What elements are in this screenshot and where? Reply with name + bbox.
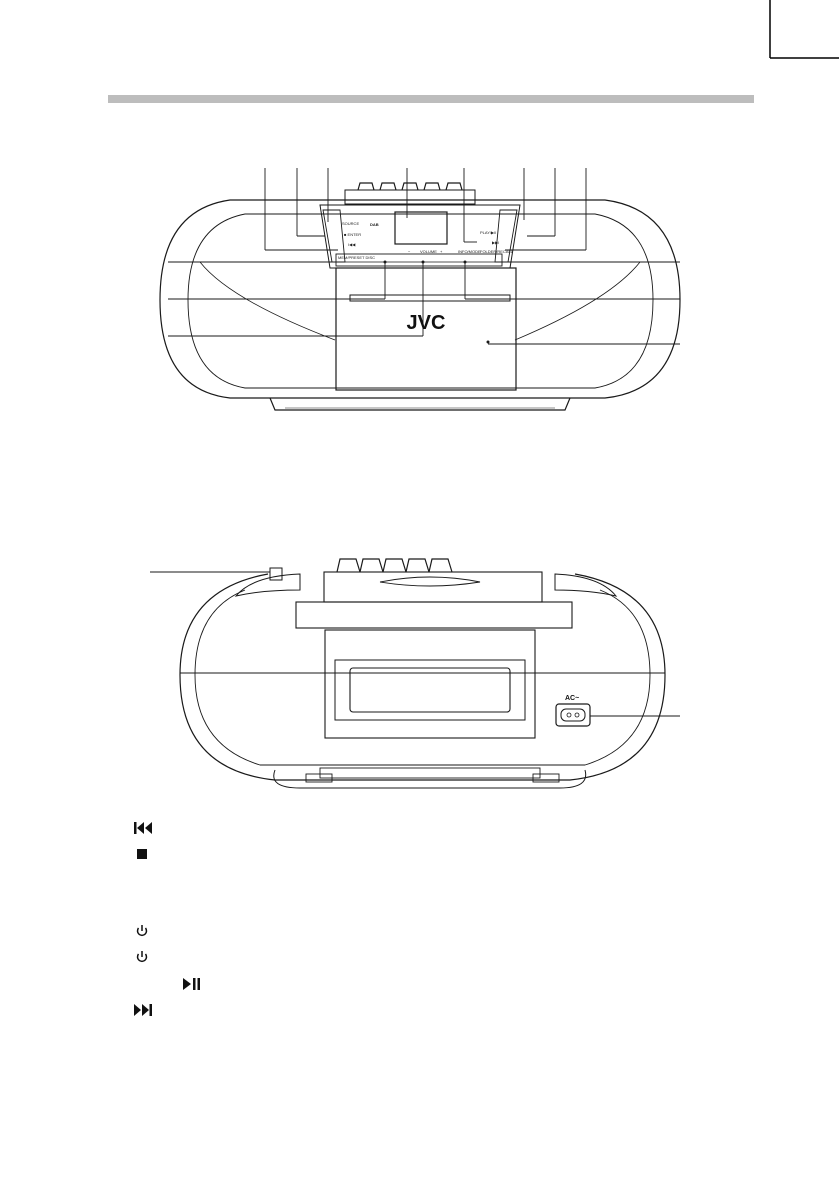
memory-label: MEM/PRESET DISC xyxy=(338,255,376,260)
section-header-bar xyxy=(108,95,754,103)
play-label: PLAY/▶II xyxy=(480,230,497,235)
list-item xyxy=(132,947,154,967)
info-label: INFO/MODE xyxy=(458,249,481,254)
page-corner-rule xyxy=(0,0,839,100)
prev-label: I◀◀ xyxy=(348,242,356,247)
list-item xyxy=(132,818,154,838)
skip-forward-icon xyxy=(132,1003,154,1017)
list-item xyxy=(132,844,154,864)
list-item xyxy=(132,921,154,941)
enter-label: ■ ENTER xyxy=(344,232,362,237)
volume-plus-label: + xyxy=(440,249,443,254)
skip-back-icon xyxy=(132,821,154,835)
source-label: SOURCE xyxy=(342,221,360,226)
volume-label: VOLUME xyxy=(420,249,437,254)
dab-label: DAB xyxy=(370,222,379,227)
volume-minus-label: − xyxy=(408,249,411,254)
list-item xyxy=(180,974,202,994)
jvc-logo: JVC xyxy=(406,312,446,334)
folder-label: FOLDER/RECALL xyxy=(480,249,513,254)
power-icon xyxy=(132,924,154,938)
stop-icon xyxy=(132,847,154,861)
list-item xyxy=(132,1000,154,1020)
ac-input-label: AC~ xyxy=(565,695,580,702)
play-pause-icon xyxy=(180,977,202,991)
next-label: ▶▶I xyxy=(492,240,500,245)
power-icon xyxy=(132,950,154,964)
